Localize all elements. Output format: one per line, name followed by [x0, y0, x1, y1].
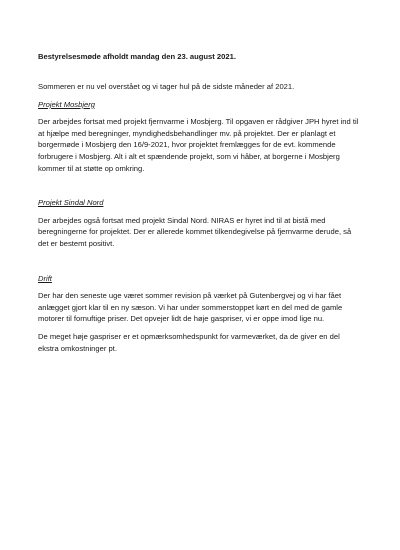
section-heading-sindal-nord: Projekt Sindal Nord: [38, 198, 104, 208]
section-spacer: [38, 256, 362, 273]
section-paragraph-drift-1: Der har den seneste uge været sommer revision på værket på Gutenbergvej og vi har fået anlægget gjort klar til en ny sæson. Vi har under sommerstoppet kørt en del med de gamle motorer til fornuftige priser. Det opvejer lidt de høje gaspriser, vi er oppe imod lige nu.: [38, 291, 343, 324]
section-paragraph-drift-2: De meget høje gaspriser er et opmærksomhedspunkt for varmeværket, da de giver en del ekstra omkostninger pt.: [38, 332, 340, 353]
section-paragraph-sindal-nord: Der arbejdes også fortsat med projekt Sindal Nord. NIRAS er hyret ind til at bistå med beregningerne for projektet. Der er allerede kommet tilkendegivelse på fjernvarme derude, så det er bestemt positivt.: [38, 215, 352, 249]
section-heading-drift: Drift: [38, 273, 52, 283]
section-spacer: [38, 180, 362, 197]
intro-paragraph: Sommeren er nu vel overstået og vi tager hul på de sidste måneder af 2021.: [38, 82, 295, 92]
document-title: Bestyrelsesmøde afholdt mandag den 23. august 2021.: [38, 52, 236, 61]
section-paragraph-mosbjerg: Der arbejdes fortsat med projekt fjernvarme i Mosbjerg. Til opgaven er rådgiver JPH hyret ind til at hjælpe med beregninger, myndighedsbehandlinger mv. på projektet. Der er planlagt et borgermøde i Mosbjerg den 16/9-2021, hvor projektet fremlægges for de evt. kommende forbrugere i Mosbjerg. Alt i alt et spændende projekt, som vi håber, at borgerne i Mosbjerg kommer til at støtte op omkring.: [38, 117, 359, 173]
section-heading-mosbjerg: Projekt Mosbjerg: [38, 99, 95, 109]
